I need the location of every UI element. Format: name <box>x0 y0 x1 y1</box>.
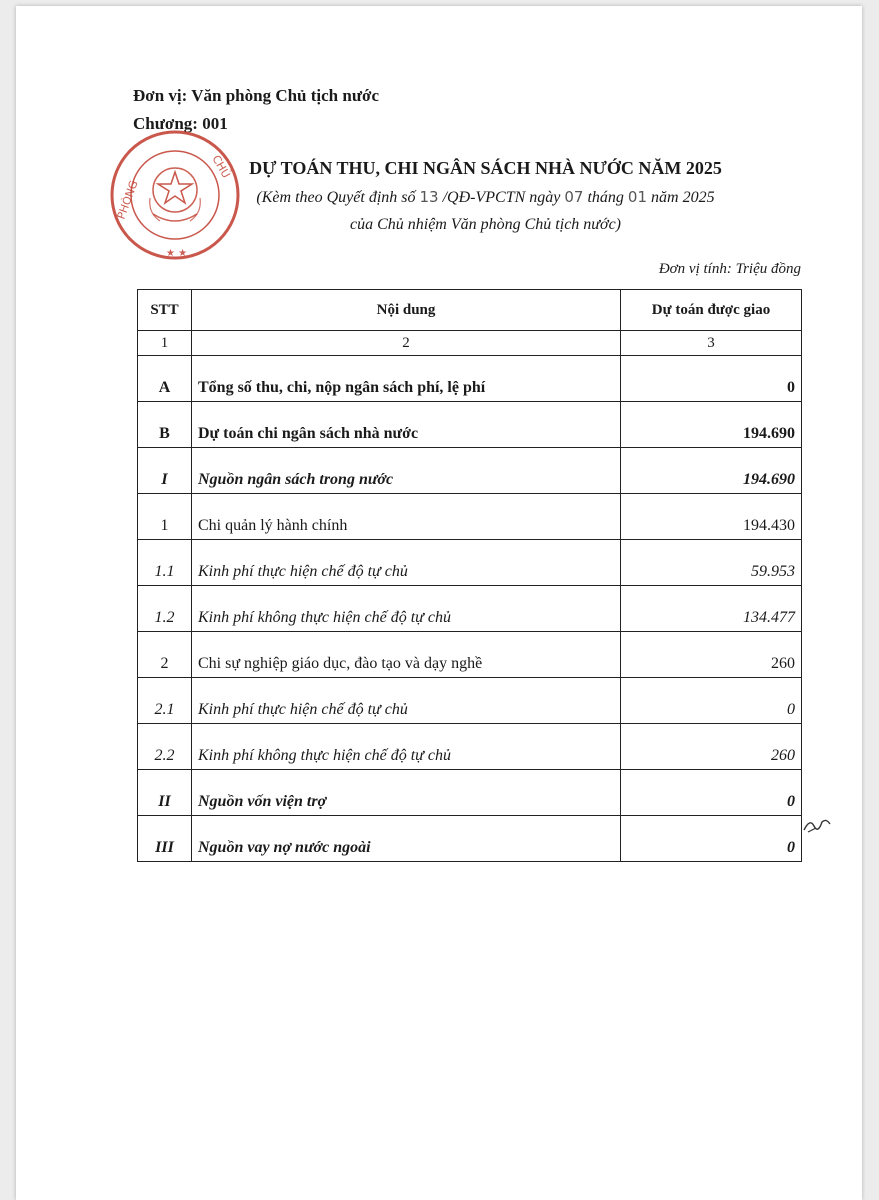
row-content: Chi sự nghiệp giáo dục, đào tạo và dạy nghề <box>192 632 621 678</box>
row-content: Tổng số thu, chi, nộp ngân sách phí, lệ phí <box>192 356 621 402</box>
table-row <box>138 540 802 586</box>
document-subtitle-line-2: của Chủ nhiệm Văn phòng Chủ tịch nước) <box>349 216 621 233</box>
row-content: Nguồn vốn viện trợ <box>192 770 621 816</box>
row-stt: A <box>138 356 192 402</box>
row-stt: 1.1 <box>138 540 192 586</box>
row-amount: 260 <box>621 724 802 770</box>
column-number: 3 <box>621 331 802 356</box>
row-stt: II <box>138 770 192 816</box>
decision-number: 13 <box>419 188 439 206</box>
subtitle-part-2: /QĐ-VPCTN ngày <box>442 189 561 206</box>
row-amount: 194.690 <box>621 448 802 494</box>
row-amount: 59.953 <box>621 540 802 586</box>
row-content: Kinh phí không thực hiện chế độ tự chủ <box>192 724 621 770</box>
row-stt: I <box>138 448 192 494</box>
row-stt: 1 <box>138 494 192 540</box>
header-content: Nội dung <box>192 290 621 331</box>
document-subtitle <box>0 188 879 207</box>
subtitle-part-1: (Kèm theo Quyết định số <box>256 189 416 206</box>
header-stt: STT <box>138 290 192 331</box>
row-stt: 2.1 <box>138 678 192 724</box>
initial-signature-icon <box>802 812 832 834</box>
table-row <box>138 770 802 816</box>
row-amount: 194.430 <box>621 494 802 540</box>
row-content: Kinh phí thực hiện chế độ tự chủ <box>192 540 621 586</box>
row-amount: 260 <box>621 632 802 678</box>
table-row <box>138 678 802 724</box>
currency-unit-note: Đơn vị tính: Triệu đồng <box>658 261 801 277</box>
table-row <box>138 586 802 632</box>
table-row <box>138 494 802 540</box>
row-stt: B <box>138 402 192 448</box>
row-amount: 0 <box>621 816 802 862</box>
decision-day: 07 <box>564 188 584 206</box>
row-stt: III <box>138 816 192 862</box>
row-amount: 134.477 <box>621 586 802 632</box>
row-amount: 0 <box>621 770 802 816</box>
row-stt: 2 <box>138 632 192 678</box>
row-content: Kinh phí thực hiện chế độ tự chủ <box>192 678 621 724</box>
table-row <box>138 816 802 862</box>
table-row <box>138 356 802 402</box>
table-row <box>138 402 802 448</box>
column-number: 2 <box>192 331 621 356</box>
subtitle-part-3: tháng <box>587 189 624 206</box>
row-content: Nguồn vay nợ nước ngoài <box>192 816 621 862</box>
row-content: Nguồn ngân sách trong nước <box>192 448 621 494</box>
document-title: DỰ TOÁN THU, CHI NGÂN SÁCH NHÀ NƯỚC NĂM 2025 <box>249 158 722 178</box>
header-amount: Dự toán được giao <box>621 290 802 331</box>
row-stt: 2.2 <box>138 724 192 770</box>
column-number: 1 <box>138 331 192 356</box>
decision-month: 01 <box>627 188 648 206</box>
row-amount: 0 <box>621 356 802 402</box>
unit-label: Đơn vị: Văn phòng Chủ tịch nước <box>133 86 380 105</box>
row-amount: 0 <box>621 678 802 724</box>
svg-text:PHÒNG: PHÒNG <box>114 178 141 222</box>
table-row <box>138 724 802 770</box>
row-amount: 194.690 <box>621 402 802 448</box>
table-row <box>138 448 802 494</box>
chapter-label: Chương: 001 <box>133 114 228 133</box>
row-content: Kinh phí không thực hiện chế độ tự chủ <box>192 586 621 632</box>
svg-text:CHỦ: CHỦ <box>209 153 233 181</box>
subtitle-part-4: năm 2025 <box>651 189 715 206</box>
svg-text:★ ★: ★ ★ <box>166 248 188 259</box>
budget-table <box>137 289 802 862</box>
column-number-row <box>138 331 802 356</box>
row-content: Dự toán chi ngân sách nhà nước <box>192 402 621 448</box>
table-row <box>138 632 802 678</box>
row-stt: 1.2 <box>138 586 192 632</box>
table-header-row <box>138 290 802 331</box>
row-content: Chi quản lý hành chính <box>192 494 621 540</box>
